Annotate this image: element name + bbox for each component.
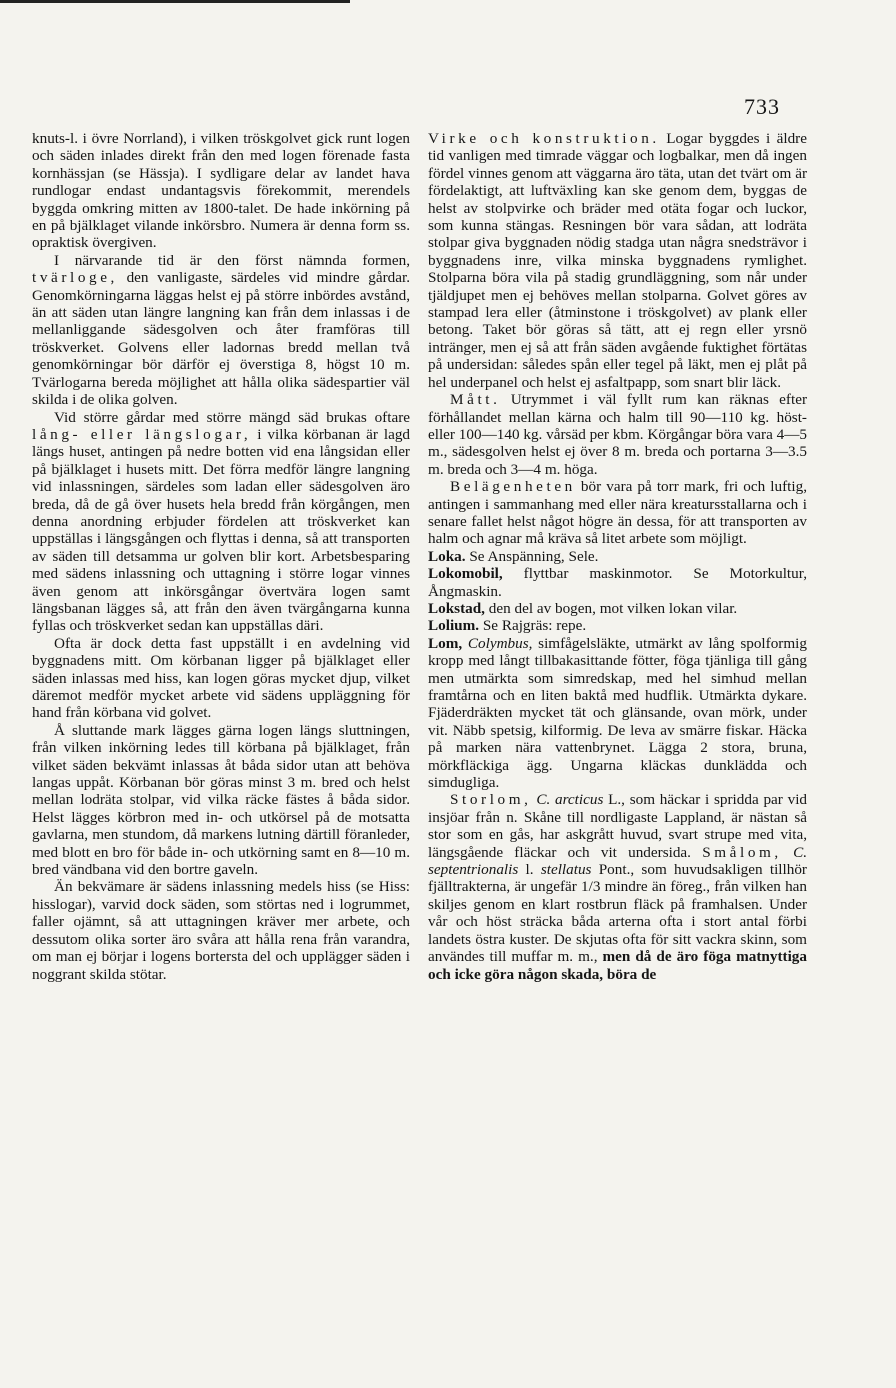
entry-head: Lokstad, [428, 599, 485, 617]
paragraph: I närvarande tid är den först nämnda formen, tvärloge, den vanligaste, särdeles vid mindre gårdar. Genomkörningarna läggas helst ej på större inbördes avstånd, än att säden utan längre langning kan från dem inlassas i de mellanliggande sädesgolven och åter framföras till tröskverket. Golvens eller ladornas bredd mellan två genomkörningar bör därför ej överstiga 8, högst 10 m. Tvärlogarna bereda möjlighet att hålla olika sädespartier väl skilda i de olika golven. [32, 251, 410, 409]
entry-lokomobil: Lokomobil, flyttbar maskinmotor. Se Motorkultur, Ångmaskin. [428, 565, 807, 600]
spaced-term: tvärloge, [32, 269, 118, 287]
spaced-term: lång- eller längslogar, [32, 425, 252, 443]
latin-name: C. septentrionalis [428, 843, 807, 879]
spaced-term: Smålom, [702, 843, 782, 861]
left-column [32, 130, 410, 983]
paragraph: Belägenheten bör vara på torr mark, fri och luftig, antingen i sammanhang med eller nära kreatursstallarna och i senare fallet helst något högre än dessa, för att transporten av halm och agnar må kräva så litet arbete som möjligt. [428, 478, 807, 548]
paragraph: Å sluttande mark lägges gärna logen längs sluttningen, från vilken inkörning ledes till körbana på bjälklaget, från vilket säden bekvämt inlassas åt båda sidor utan att behöva langas uppåt. Körbanan bör göras minst 3 m. bred och helst mellan lodräta stolpar, vid vilka räcke fästes å båda sidor. Helst lägges körbron med in- och utkörsel på de motsatta gavlarna, men stundom, då markens lutning därtill föranleder, med blott en bro för både in- och utkörning samt en 8—10 m. bred vändbana vid den bortre gaveln. [32, 721, 410, 879]
entry-head: Lolium. [428, 617, 480, 635]
entry-storlom: Storlom, C. arcticus L., som häckar i spridda par vid insjöar från n. Skåne till nordligaste Lappland, är nästan så stor som en gås, har askgrått huvud, svart strupe med vita, längsgående fläckar och vit undersida. Smålom, C. septentrionalis l. stellatus Pont., som huvudsakligen tillhör fjälltrakterna, är ungefär 1/3 mindre än föreg., från vilken han skiljes genom en klart rostbrun fläck på framhalsen. Under vår och höst sträcka båda arterna ofta i stort antal förbi landets östra kuster. De skjutas ofta för sitt vackra skinn, som användes till muffar m. m., men då de äro föga matnyttiga och icke göra någon skada, böra de [428, 791, 808, 983]
latin-name: stellatus [540, 861, 592, 879]
latin-name: Colymbus, [467, 634, 533, 652]
entry-lokstad: Lokstad, den del av bogen, mot vilken lokan vilar. [428, 599, 738, 617]
paragraph: knuts-l. i övre Norrland), i vilken tröskgolvet gick runt logen och säden inlades direkt från den med logen förenade fasta kornhässjan (se Hässja). I sydligare delar av landet hava rundlogar endast undantagsvis förekommit, merendels byggda omkring mitten av 1800-talet. De hade inkörning på en på bjälklaget vilande inkörsbro. Numera är denna form ss. opraktisk övergiven. [32, 130, 410, 252]
entry-head: Lom, [428, 634, 463, 652]
entry-head: Loka. [428, 547, 466, 565]
spaced-term: Belägenheten [450, 478, 576, 496]
bold-tail: men då de äro föga matnyttiga och icke göra någon skada, böra de [428, 948, 807, 983]
paragraph: Än bekvämare är sädens inlassning medels hiss (se Hiss: hisslogar), varvid dock säden, som störtas ned i logrummet, faller ojämnt, så att uttagningen kräver mer arbete, och dessutom olika sorter äro svåra att hålla rena från varandra, om man ej börjar i logens bortersta del och upplägger säden i noggrant skilda stötar. [32, 878, 410, 983]
paragraph: Vid större gårdar med större mängd säd brukas oftare lång- eller längslogar, i vilka körbanan är lagd längs huset, antingen på nedre botten vid ena långsidan eller på bjälklaget i husets mitt. Det förra medför längre langning vid inlassningen, särdeles som ladan eller sädesgolven äro breda, då de gå över husets hela bredd från körgången, men denna anordning erbjuder fördelen att tröskverket kan uppställas i längsgången och flyttas i denna, så att transporten av säden till detsamma ur golven blir kort. Arbetsbesparing med sädens inlassning och uttagning i större logar vinnes även genom att inkörsgångar övertvära logen samt längsbanan lägges så, att från den även tvärgångarna kunna fyllas och tröskverket sedan kan uppställas däri. [32, 408, 411, 635]
paragraph: Mått. Utrymmet i väl fyllt rum kan räknas efter förhållandet mellan kärna och halm till 90—110 kg. höst- eller 100—140 kg. vårsäd per kbm. Körgångar böra vara 4—5 m., sädesgolven helst ej över 8 m. breda och portarna 3—3.5 m. breda och 3—4 m. höga. [428, 391, 807, 478]
right-column [428, 130, 807, 983]
page-number: 733 [744, 94, 780, 119]
entry-lolium: Lolium. Se Rajgräs: repe. [428, 617, 587, 635]
top-rule [0, 0, 350, 3]
paragraph: Virke och konstruktion. Logar byggdes i äldre tid vanligen med timrade väggar och logbalkar, men då ingen fördel vinnes genom att väggarna äro täta, utan det tvärt om är fördelaktigt, att luftväxling kan ske genom dem, byggas de helst av stolpvirke och bräder med otäta fogar och luckor, som kunna stängas. Resningen bör vara sådan, att lodräta stolpar giva byggnaden nödig stadga utan några snedsträvor i byggnadens inre, vilka minska byggnadens rymlighet. Stolparna böra vila på stadig grundläggning, som når under tjäldjupet men ej behöves mellan stolparna. Golvet göres av stampad lera eller (åtminstone i tröskgolvet) av plank eller betong. Taket bör göras så tätt, att ej regn eller yrsnö intränger, men ej så att från säden avgående fuktighet förtätas på undersidan: således spån eller tegel på läkt, men ej plåt på hel underpanel och helst ej asfaltpapp, som snart blir läck. [428, 130, 807, 391]
spaced-term: Mått. [450, 391, 501, 409]
entry-head: Lokomobil, [428, 565, 503, 583]
entry-lom: Lom, Colymbus, simfågelsläkte, utmärkt av lång spolformig kropp med långt tillbakasittande fötter, föga tjänliga till gång men utmärkta som simredskap, med hel simhud mellan framtårna och en liten baktå med hudflik. Utmärkta dykare. Fjäderdräkten mycket tät och glänsande, ovan mörk, under vit. Näbb spetsig, kilformig. De leva av smärre fiskar. Häcka på marken nära vattenbrynet. Lägga 2 stora, bruna, mörkfläckiga ägg. Ungarna kläckas dunklädda och simdugliga. [428, 634, 807, 792]
spaced-term: Storlom, [450, 791, 532, 809]
paragraph: Ofta är dock detta fast uppställt i en avdelning vid byggnadens mitt. Om körbanan ligger på bjälklaget eller säden inlassas med hiss, kan logen göras mycket djup, vilket däremot medför mycket arbete vid sädens uppläggning för hand från körbana vid golvet. [32, 634, 410, 722]
spaced-term: Virke och konstruktion. [428, 130, 660, 147]
latin-name: C. arcticus [536, 791, 604, 809]
entry-loka: Loka. Se Anspänning, Sele. [428, 547, 599, 565]
